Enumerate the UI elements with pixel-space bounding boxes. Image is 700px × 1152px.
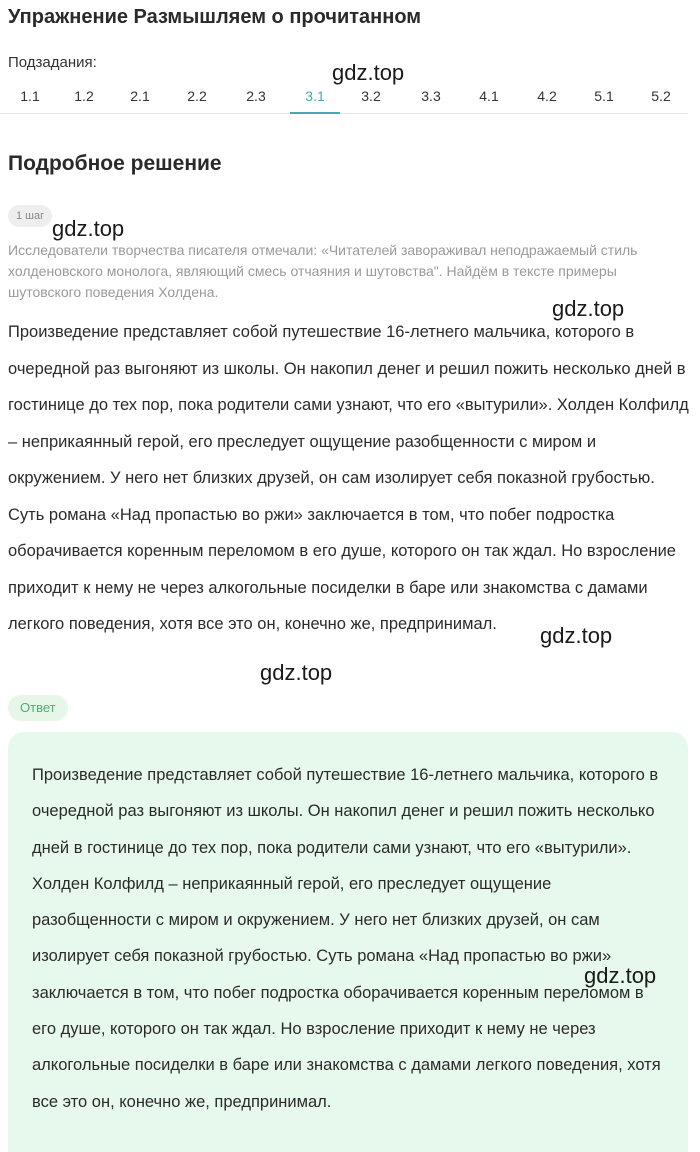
tab-2-2[interactable]: 2.2 [187, 88, 207, 104]
subtask-tabs [0, 82, 688, 114]
watermark: gdz.top [332, 60, 405, 85]
tab-4-1[interactable]: 4.1 [479, 88, 499, 104]
tab-1-2[interactable]: 1.2 [74, 88, 94, 104]
tab-4-2[interactable]: 4.2 [537, 88, 557, 104]
answer-text: Произведение представляет собой путешествие 16-летнего мальчика, которого в очередной раз выгоняют из школы. Он накопил денег и решил пожить несколько дней в гостинице до тех пор, пока родители сами узнают, что его «вытурили». Холден Колфилд – неприкаянный герой, его преследует ощущение разобщенности с миром и окружением. У него нет близких друзей, он сам изолирует себя показной грубостью. Суть романа «Над пропастью во ржи» заключается в том, что побег подростка оборачивается коренным переломом в его душе, которого он так ждал. Но взросление приходит к нему не через алкогольные посиделки в баре или знакомства с дамами легкого поведения, хотя все это он, конечно же, предпринимал. [32, 766, 661, 1111]
tab-3-3[interactable]: 3.3 [421, 88, 441, 104]
watermark: gdz.top [540, 623, 613, 648]
tab-1-1[interactable]: 1.1 [20, 88, 40, 104]
task-text: Исследователи творчества писателя отмечали: «Читателей завораживал неподражаемый стиль холденовского монолога, являющий смесь отчаяния и шутовства". Найдём в тексте примеры шутовского поведения Холдена. [8, 242, 638, 300]
watermark: gdz.top [260, 660, 333, 685]
tab-2-1[interactable]: 2.1 [130, 88, 150, 104]
subtasks-label: Подзадания: [8, 54, 97, 71]
tab-3-1[interactable]: 3.1 [290, 86, 340, 114]
solution-title: Подробное решение [8, 152, 222, 175]
tab-3-2[interactable]: 3.2 [361, 88, 381, 104]
solution-text: Произведение представляет собой путешествие 16-летнего мальчика, которого в очередной раз выгоняют из школы. Он накопил денег и решил пожить несколько дней в гостинице до тех пор, пока родители сами узнают, что его «вытурили». Холден Колфилд – неприкаянный герой, его преследует ощущение разобщенности с миром и окружением. У него нет близких друзей, он сам изолирует себя показной грубостью. Суть романа «Над пропастью во ржи» заключается в том, что побег подростка оборачивается коренным переломом в его душе, которого он так ждал. Но взросление приходит к нему не через алкогольные посиделки в баре или знакомства с дамами легкого поведения, хотя все это он, конечно же, предпринимал. [8, 323, 689, 633]
tab-5-2[interactable]: 5.2 [651, 88, 671, 104]
tab-2-3[interactable]: 2.3 [246, 88, 266, 104]
answer-badge: Ответ [8, 695, 68, 721]
watermark: gdz.top [52, 216, 125, 241]
watermark: gdz.top [552, 296, 625, 321]
tab-5-1[interactable]: 5.1 [594, 88, 614, 104]
page-title: Упражнение Размышляем о прочитанном [8, 6, 422, 28]
watermark: gdz.top [584, 963, 657, 988]
step-badge: 1 шаг [8, 205, 52, 227]
